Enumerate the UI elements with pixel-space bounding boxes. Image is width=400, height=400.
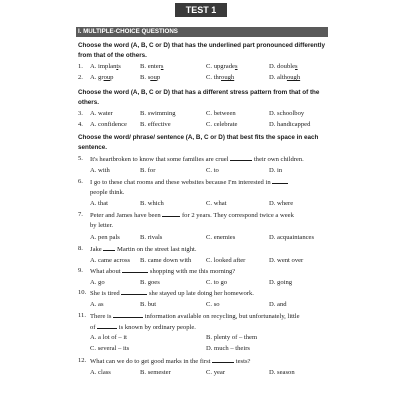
answer-option[interactable]: D. schoolboy xyxy=(269,110,305,117)
answer-blank[interactable] xyxy=(97,322,117,329)
answer-option[interactable]: C. through xyxy=(206,74,235,81)
answer-option[interactable]: C. upgrades xyxy=(206,63,238,70)
instruction-stress: Choose the word (A, B, C or D) that has a different stress pattern from that of the others. xyxy=(78,89,320,106)
answer-option[interactable]: D. acquaintances xyxy=(269,234,315,241)
question-number: 1. xyxy=(78,63,83,70)
answer-option[interactable]: B. for xyxy=(140,167,156,174)
answer-option[interactable]: B. but xyxy=(140,301,157,308)
answer-option[interactable]: B. came down with xyxy=(140,257,192,264)
answer-option[interactable]: D. and xyxy=(269,301,287,308)
answer-option[interactable]: C. to go xyxy=(206,279,228,286)
answer-option[interactable]: B. effective xyxy=(140,121,171,128)
instruction-pronunciation: Choose the word (A, B, C or D) that has the underlined part pronounced differently from that of the others. xyxy=(78,42,325,59)
answer-option[interactable]: B. plenty of – them xyxy=(206,334,258,341)
answer-option[interactable]: C. what xyxy=(206,200,227,207)
answer-option[interactable]: B. swimming xyxy=(140,110,176,117)
underlined-letters: ough xyxy=(286,74,301,81)
answer-option[interactable]: A. with xyxy=(90,167,110,174)
answer-option[interactable]: B. semester xyxy=(140,369,171,376)
underlined-letters: s xyxy=(295,63,298,70)
answer-option[interactable]: C. enemies xyxy=(206,234,236,241)
answer-option[interactable]: B. enters xyxy=(140,63,164,70)
answer-option[interactable]: D. in xyxy=(269,167,283,174)
answer-option[interactable]: D. doubles xyxy=(269,63,298,70)
answer-option[interactable]: C. celebrate xyxy=(206,121,238,128)
instruction-sentence: Choose the word/ phrase/ sentence (A, B, C or D) that best fits the space in each sentence. xyxy=(78,134,319,151)
answer-option[interactable]: A. implants xyxy=(90,63,121,70)
question-number: 10. xyxy=(78,289,87,296)
question-stem: Peter and James have been for 2 years. They correspond twice a week by letter. xyxy=(90,212,294,229)
answer-blank[interactable] xyxy=(103,244,115,251)
underlined-letters: ou xyxy=(103,74,111,81)
answer-option[interactable]: C. between xyxy=(206,110,236,117)
question-stem: What can we do to get good marks in the first tests? xyxy=(90,358,251,365)
answer-option[interactable]: A. came across xyxy=(90,257,131,264)
question-stem: There is information available on recycling, but unfortunately, little of is known by ordinary people. xyxy=(90,313,300,331)
answer-option[interactable]: D. where xyxy=(269,200,294,207)
answer-option[interactable]: A. group xyxy=(90,74,114,81)
answer-option[interactable]: A. confidence xyxy=(90,121,127,128)
underlined-letters: ough xyxy=(221,74,235,81)
answer-option[interactable]: D. although xyxy=(269,74,301,81)
answer-option[interactable]: A. as xyxy=(90,301,104,308)
question-stem: It's heartbroken to know that some families are cruel their own children. xyxy=(90,156,304,163)
question-number: 7. xyxy=(78,211,83,218)
question-number: 9. xyxy=(78,267,83,274)
answer-option[interactable]: D. went over xyxy=(269,257,304,264)
answer-option[interactable]: B. which xyxy=(140,200,164,207)
answer-blank[interactable] xyxy=(230,154,252,161)
question-stem: She is tired she stayed up late doing her homework. xyxy=(90,290,254,297)
answer-option[interactable]: D. going xyxy=(269,279,293,286)
answer-option[interactable]: A. water xyxy=(90,110,113,117)
answer-blank[interactable] xyxy=(121,288,147,295)
answer-option[interactable]: A. that xyxy=(90,200,108,207)
section-header: I. MULTIPLE-CHOICE QUESTIONS xyxy=(76,27,328,37)
answer-option[interactable]: C. several – its xyxy=(90,345,130,352)
question-number: 8. xyxy=(78,245,83,252)
answer-option[interactable]: C. to xyxy=(206,167,219,174)
answer-option[interactable]: D. handicapped xyxy=(269,121,311,128)
answer-blank[interactable] xyxy=(162,210,180,217)
question-number: 12. xyxy=(78,357,87,364)
question-stem: Jake Martin on the street last night. xyxy=(90,246,197,253)
question-number: 5. xyxy=(78,155,83,162)
answer-option[interactable]: B. soup xyxy=(140,74,161,81)
question-stem: I go to these chat rooms and these websites because I'm interested in people think. xyxy=(90,177,326,197)
underlined-letters: s xyxy=(160,63,164,70)
answer-option[interactable]: C. so xyxy=(206,301,220,308)
answer-option[interactable]: A. class xyxy=(90,369,111,376)
answer-option[interactable]: B. rivals xyxy=(140,234,163,241)
answer-option[interactable]: A. go xyxy=(90,279,105,286)
underlined-letters: t xyxy=(116,63,119,70)
question-number: 2. xyxy=(78,74,83,81)
underlined-letters: s xyxy=(234,63,238,70)
answer-blank[interactable] xyxy=(212,356,234,363)
question-number: 3. xyxy=(78,110,83,117)
question-number: 11. xyxy=(78,312,86,319)
question-number: 4. xyxy=(78,121,83,128)
answer-option[interactable]: D. season xyxy=(269,369,295,376)
question-stem: What about shopping with me this morning? xyxy=(90,268,236,275)
answer-blank[interactable] xyxy=(122,266,148,273)
answer-option[interactable]: C. looked after xyxy=(206,257,246,264)
answer-option[interactable]: A. a lot of – it xyxy=(90,334,127,341)
question-number: 6. xyxy=(78,178,83,185)
underlined-letters: ou xyxy=(150,74,157,81)
test-title: TEST 1 xyxy=(175,3,227,17)
answer-option[interactable]: C. year xyxy=(206,369,226,376)
answer-option[interactable]: B. goes xyxy=(140,279,160,286)
answer-blank[interactable] xyxy=(272,177,288,184)
answer-blank[interactable] xyxy=(113,311,143,318)
answer-option[interactable]: D. much – theirs xyxy=(206,345,250,352)
answer-option[interactable]: A. pen pals xyxy=(90,234,120,241)
